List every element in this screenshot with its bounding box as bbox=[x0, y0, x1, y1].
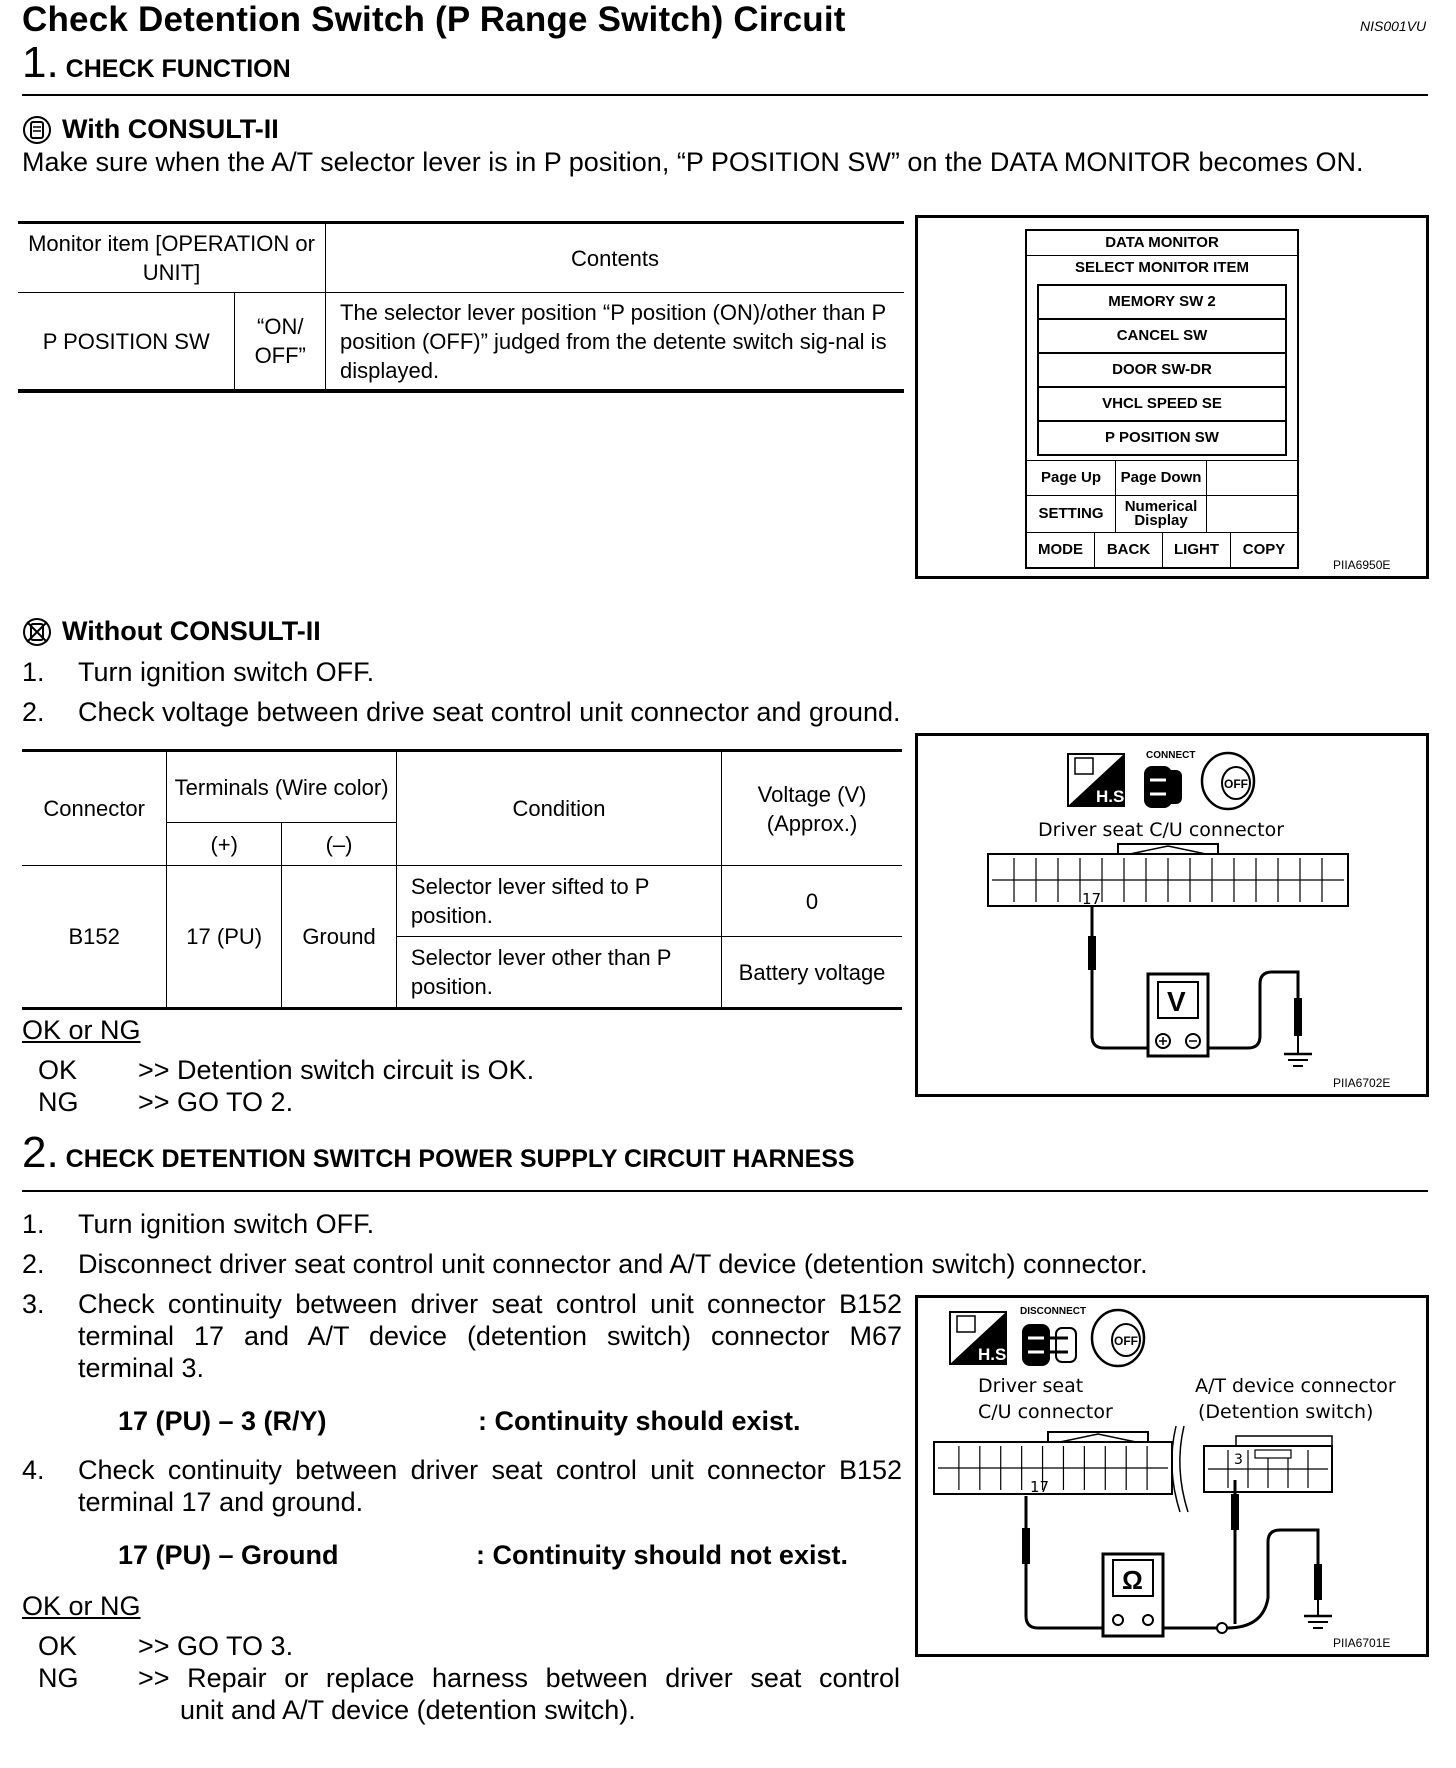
connector-label: Driver seat C/U connector bbox=[1038, 819, 1285, 841]
svg-text:OFF: OFF bbox=[1114, 1334, 1138, 1348]
ok-ng-label: OK or NG bbox=[22, 1015, 141, 1045]
svg-text:DISCONNECT: DISCONNECT bbox=[1020, 1306, 1087, 1317]
with-consult-text: Make sure when the A/T selector lever is in P position, “P POSITION SW” on the DATA MONITOR becomes ON. bbox=[22, 147, 1364, 177]
connector-cell: B152 bbox=[22, 866, 167, 1008]
driver-seat-connector bbox=[934, 1426, 1188, 1512]
harness-side-icon bbox=[950, 1312, 1011, 1364]
button-row-2 bbox=[1027, 495, 1297, 532]
empty-button-slot bbox=[1207, 496, 1297, 532]
svg-text:V: V bbox=[1167, 986, 1186, 1017]
step1-number: 1. bbox=[22, 38, 59, 87]
monitor-item[interactable]: DOOR SW-DR bbox=[1039, 354, 1285, 388]
continuity-check-diagram bbox=[918, 1298, 1426, 1654]
step1-heading bbox=[22, 38, 291, 88]
svg-text:OFF: OFF bbox=[1224, 777, 1248, 791]
ok-ng-label: OK or NG bbox=[22, 1591, 141, 1621]
condition-terminals: 17 (PU) – 3 (R/Y) bbox=[118, 1406, 327, 1436]
figure-id: PIIA6950E bbox=[1333, 558, 1391, 572]
step1-title: CHECK FUNCTION bbox=[65, 55, 291, 83]
monitor-item[interactable]: CANCEL SW bbox=[1039, 320, 1285, 354]
figure-id: PIIA6701E bbox=[1333, 1636, 1391, 1650]
condition-result: : Continuity should not exist. bbox=[476, 1540, 848, 1570]
svg-text:3: 3 bbox=[1234, 1452, 1243, 1468]
ng-label: NG bbox=[38, 1663, 79, 1693]
harness-side-icon bbox=[1068, 754, 1129, 806]
button-row-3 bbox=[1027, 532, 1297, 567]
list-item-text: Check continuity between driver seat control unit connector B152 terminal 17 and ground. bbox=[78, 1455, 902, 1517]
monitor-item-list bbox=[1037, 284, 1287, 456]
monitor-item-unit: “ON/ OFF” bbox=[235, 293, 326, 390]
svg-text:H.S.: H.S. bbox=[978, 1345, 1012, 1364]
consult-icon bbox=[22, 115, 52, 145]
list-item-text: Disconnect driver seat control unit connector and A/T device (detention switch) connector. bbox=[78, 1249, 1148, 1279]
disconnect-icon bbox=[1020, 1306, 1086, 1366]
copy-button[interactable]: COPY bbox=[1242, 541, 1286, 558]
list-item-text: Check continuity between driver seat control unit connector B152 terminal 17 and A/T device (detention switch) connector M67 terminal 3. bbox=[78, 1289, 902, 1383]
header-minus: (–) bbox=[282, 823, 397, 866]
page-down-button[interactable]: Page Down bbox=[1116, 461, 1207, 495]
header-plus: (+) bbox=[167, 823, 282, 866]
driver-seat-connector bbox=[988, 844, 1348, 906]
header-connector: Connector bbox=[22, 752, 167, 866]
voltage-cell: 0 bbox=[722, 866, 902, 937]
ok-label: OK bbox=[38, 1631, 78, 1661]
svg-text:Ω: Ω bbox=[1122, 1565, 1143, 1595]
ng-action: >> GO TO 2. bbox=[138, 1087, 294, 1117]
ng-action: >> Repair or replace harness between driver seat control bbox=[138, 1663, 900, 1693]
ok-action: >> Detention switch circuit is OK. bbox=[138, 1055, 535, 1085]
condition-cell: Selector lever sifted to P position. bbox=[396, 866, 721, 937]
header-monitor-item: Monitor item [OPERATION or UNIT] bbox=[18, 224, 326, 293]
voltage-table bbox=[22, 751, 902, 1008]
page-title: Check Detention Switch (P Range Switch) Circuit bbox=[22, 0, 846, 39]
voltage-check-figure bbox=[915, 733, 1429, 1097]
plus-terminal-cell: 17 (PU) bbox=[167, 866, 282, 1008]
svg-text:17: 17 bbox=[1030, 1478, 1050, 1496]
light-button[interactable]: LIGHT bbox=[1163, 533, 1231, 567]
condition-cell: Selector lever other than P position. bbox=[396, 937, 721, 1008]
ok-action: >> GO TO 3. bbox=[138, 1631, 294, 1661]
monitor-item[interactable]: P POSITION SW bbox=[1105, 429, 1219, 446]
with-consult-label: With CONSULT-II bbox=[62, 114, 279, 144]
minus-terminal-cell: Ground bbox=[282, 866, 397, 1008]
header-contents: Contents bbox=[326, 224, 905, 293]
svg-text:Driver seat: Driver seat bbox=[978, 1375, 1084, 1397]
monitor-item[interactable]: MEMORY SW 2 bbox=[1039, 286, 1285, 320]
ok-label: OK bbox=[38, 1055, 78, 1085]
divider bbox=[22, 94, 1428, 96]
table-bottom-rule bbox=[22, 1007, 902, 1010]
list-item-text: Turn ignition switch OFF. bbox=[78, 657, 375, 687]
figure-id: PIIA6702E bbox=[1333, 1076, 1391, 1090]
data-monitor-subtitle: SELECT MONITOR ITEM bbox=[1075, 259, 1249, 276]
empty-button-slot bbox=[1207, 461, 1297, 495]
step2-number: 2. bbox=[22, 1128, 59, 1177]
svg-text:C/U connector: C/U connector bbox=[978, 1401, 1113, 1423]
terminal-label: 17 bbox=[1082, 890, 1102, 908]
ng-action-continued: unit and A/T device (detention switch). bbox=[180, 1695, 636, 1725]
document-id: NIS001VU bbox=[1360, 18, 1427, 34]
ng-label: NG bbox=[38, 1087, 79, 1117]
at-device-connector bbox=[1204, 1436, 1332, 1492]
header-terminals: Terminals (Wire color) bbox=[167, 752, 397, 823]
data-monitor-screen bbox=[1025, 229, 1299, 569]
without-consult-heading bbox=[22, 616, 321, 647]
mode-button[interactable]: MODE bbox=[1027, 533, 1095, 567]
step2-title: CHECK DETENTION SWITCH POWER SUPPLY CIRCUIT HARNESS bbox=[65, 1145, 855, 1173]
list-item-text: Check voltage between drive seat control unit connector and ground. bbox=[78, 697, 901, 727]
header-voltage: Voltage (V) (Approx.) bbox=[722, 752, 902, 866]
svg-text:CONNECT: CONNECT bbox=[1146, 750, 1196, 761]
step2-heading bbox=[22, 1128, 855, 1178]
monitor-item-name: P POSITION SW bbox=[18, 293, 235, 390]
header-condition: Condition bbox=[396, 752, 721, 866]
numerical-display-button[interactable]: Numerical Display bbox=[1116, 496, 1207, 532]
no-consult-icon bbox=[22, 617, 52, 647]
data-monitor-title: DATA MONITOR bbox=[1027, 231, 1297, 256]
condition-result: : Continuity should exist. bbox=[478, 1406, 801, 1436]
divider bbox=[22, 1190, 1428, 1192]
voltage-check-diagram bbox=[918, 736, 1426, 1094]
monitor-item[interactable]: VHCL SPEED SE bbox=[1039, 388, 1285, 422]
condition-terminals: 17 (PU) – Ground bbox=[118, 1540, 339, 1570]
voltage-cell: Battery voltage bbox=[722, 937, 902, 1008]
ignition-off-icon bbox=[1092, 1310, 1144, 1366]
monitor-item-table bbox=[18, 223, 904, 390]
without-consult-label: Without CONSULT-II bbox=[62, 616, 321, 646]
svg-text:A/T device connector: A/T device connector bbox=[1195, 1375, 1396, 1397]
connect-icon bbox=[1144, 750, 1195, 808]
ignition-off-icon bbox=[1202, 753, 1254, 809]
back-button[interactable]: BACK bbox=[1095, 533, 1163, 567]
list-item-text: Turn ignition switch OFF. bbox=[78, 1209, 375, 1239]
button-row-1 bbox=[1027, 460, 1297, 495]
svg-text:(Detention switch): (Detention switch) bbox=[1198, 1401, 1374, 1423]
monitor-item-contents: The selector lever position “P position (ON)/other than P position (OFF)” judged from the detente switch sig-nal is displayed. bbox=[326, 293, 905, 390]
table-bottom-rule bbox=[18, 390, 904, 393]
page-up-button[interactable]: Page Up bbox=[1027, 461, 1116, 495]
continuity-check-figure bbox=[915, 1295, 1429, 1657]
setting-button[interactable]: SETTING bbox=[1027, 496, 1116, 532]
with-consult-heading bbox=[22, 114, 279, 145]
hs-label: H.S. bbox=[1096, 787, 1130, 806]
